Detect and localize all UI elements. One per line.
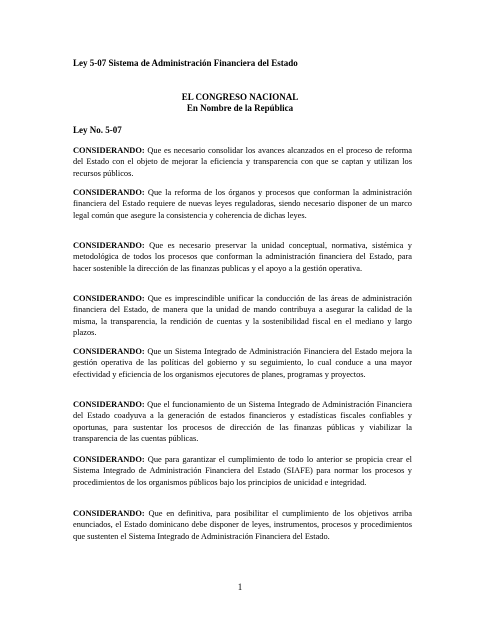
considerando-paragraph [73, 346, 412, 380]
page-number: 1 [237, 582, 243, 592]
heading-republic: En Nombre de la República [186, 103, 294, 113]
paragraph-text: Que un Sistema Integrado de Administración Financiera del Estado mejora la gestión operativa de las políticas del gobierno y su seguimiento, lo cual conduce a una mayor efectividad y eficiencia de los organismos ejecutores de planes, programas y proyectos. [73, 347, 412, 379]
document-title: Ley 5-07 Sistema de Administración Financiera del Estado [73, 58, 298, 68]
paragraph-label: CONSIDERANDO: [73, 188, 145, 197]
paragraph-label: CONSIDERANDO: [73, 294, 145, 303]
paragraph-label: CONSIDERANDO: [73, 146, 145, 155]
paragraph-label: CONSIDERANDO: [73, 509, 145, 518]
considerando-paragraph [73, 399, 412, 444]
paragraph-label: CONSIDERANDO: [73, 400, 145, 409]
law-number: Ley No. 5-07 [73, 125, 122, 135]
heading-congress: EL CONGRESO NACIONAL [181, 92, 299, 102]
paragraph-text: Que la reforma de los órganos y procesos que conforman la administración financiera del Estado requiere de nuevas leyes reguladoras, siendo necesario disponer de un marco legal común que asegure la consistencia y coherencia de dichas leyes. [73, 188, 412, 220]
paragraph-text: Que el funcionamiento de un Sistema Integrado de Administración Financiera del Estado coadyuva a la generación de estados financieros y estadísticas fiscales confiables y oportunas, para sustentar los procesos de dirección de las finanzas públicas y viabilizar la transparencia de las cuentas públicas. [73, 400, 412, 443]
paragraph-text: Que para garantizar el cumplimiento de todo lo anterior se propicia crear el Sistema Integrado de Administración Financiera del Estado (SIAFE) para normar los procesos y procedimientos de los organismos públicos bajo los principios de unicidad e integridad. [73, 455, 412, 487]
paragraph-label: CONSIDERANDO: [73, 455, 145, 464]
considerando-paragraph [73, 454, 412, 488]
considerando-paragraph [73, 145, 412, 179]
considerando-paragraph [73, 508, 412, 542]
considerando-paragraph [73, 240, 412, 274]
paragraph-label: CONSIDERANDO: [73, 347, 145, 356]
paragraph-text: Que es necesario consolidar los avances alcanzados en el proceso de reforma del Estado con el objeto de mejorar la eficiencia y transparencia con que se captan y utilizan los recursos públicos. [73, 146, 412, 178]
paragraph-label: CONSIDERANDO: [73, 241, 145, 250]
paragraph-text: Que es necesario preservar la unidad conceptual, normativa, sistémica y metodológica de todos los procesos que conforman la administración financiera del Estado, para hacer sostenible la dirección de las finanzas publicas y el apoyo a la gestión operativa. [73, 241, 412, 273]
paragraph-text: Que es imprescindible unificar la conducción de las áreas de administración financiera del Estado, de manera que la unidad de mando contribuya a asegurar la calidad de la misma, la transparencia, la rendición de cuentas y la sostenibilidad fiscal en el mediano y largo plazos. [73, 294, 412, 337]
paragraph-text: Que en definitiva, para posibilitar el cumplimiento de los objetivos arriba enunciados, el Estado dominicano debe disponer de leyes, instrumentos, procesos y procedimientos que sustenten el Sistema Integrado de Administración Financiera del Estado. [73, 509, 412, 541]
considerando-paragraph [73, 293, 412, 338]
considerando-paragraph [73, 187, 412, 221]
